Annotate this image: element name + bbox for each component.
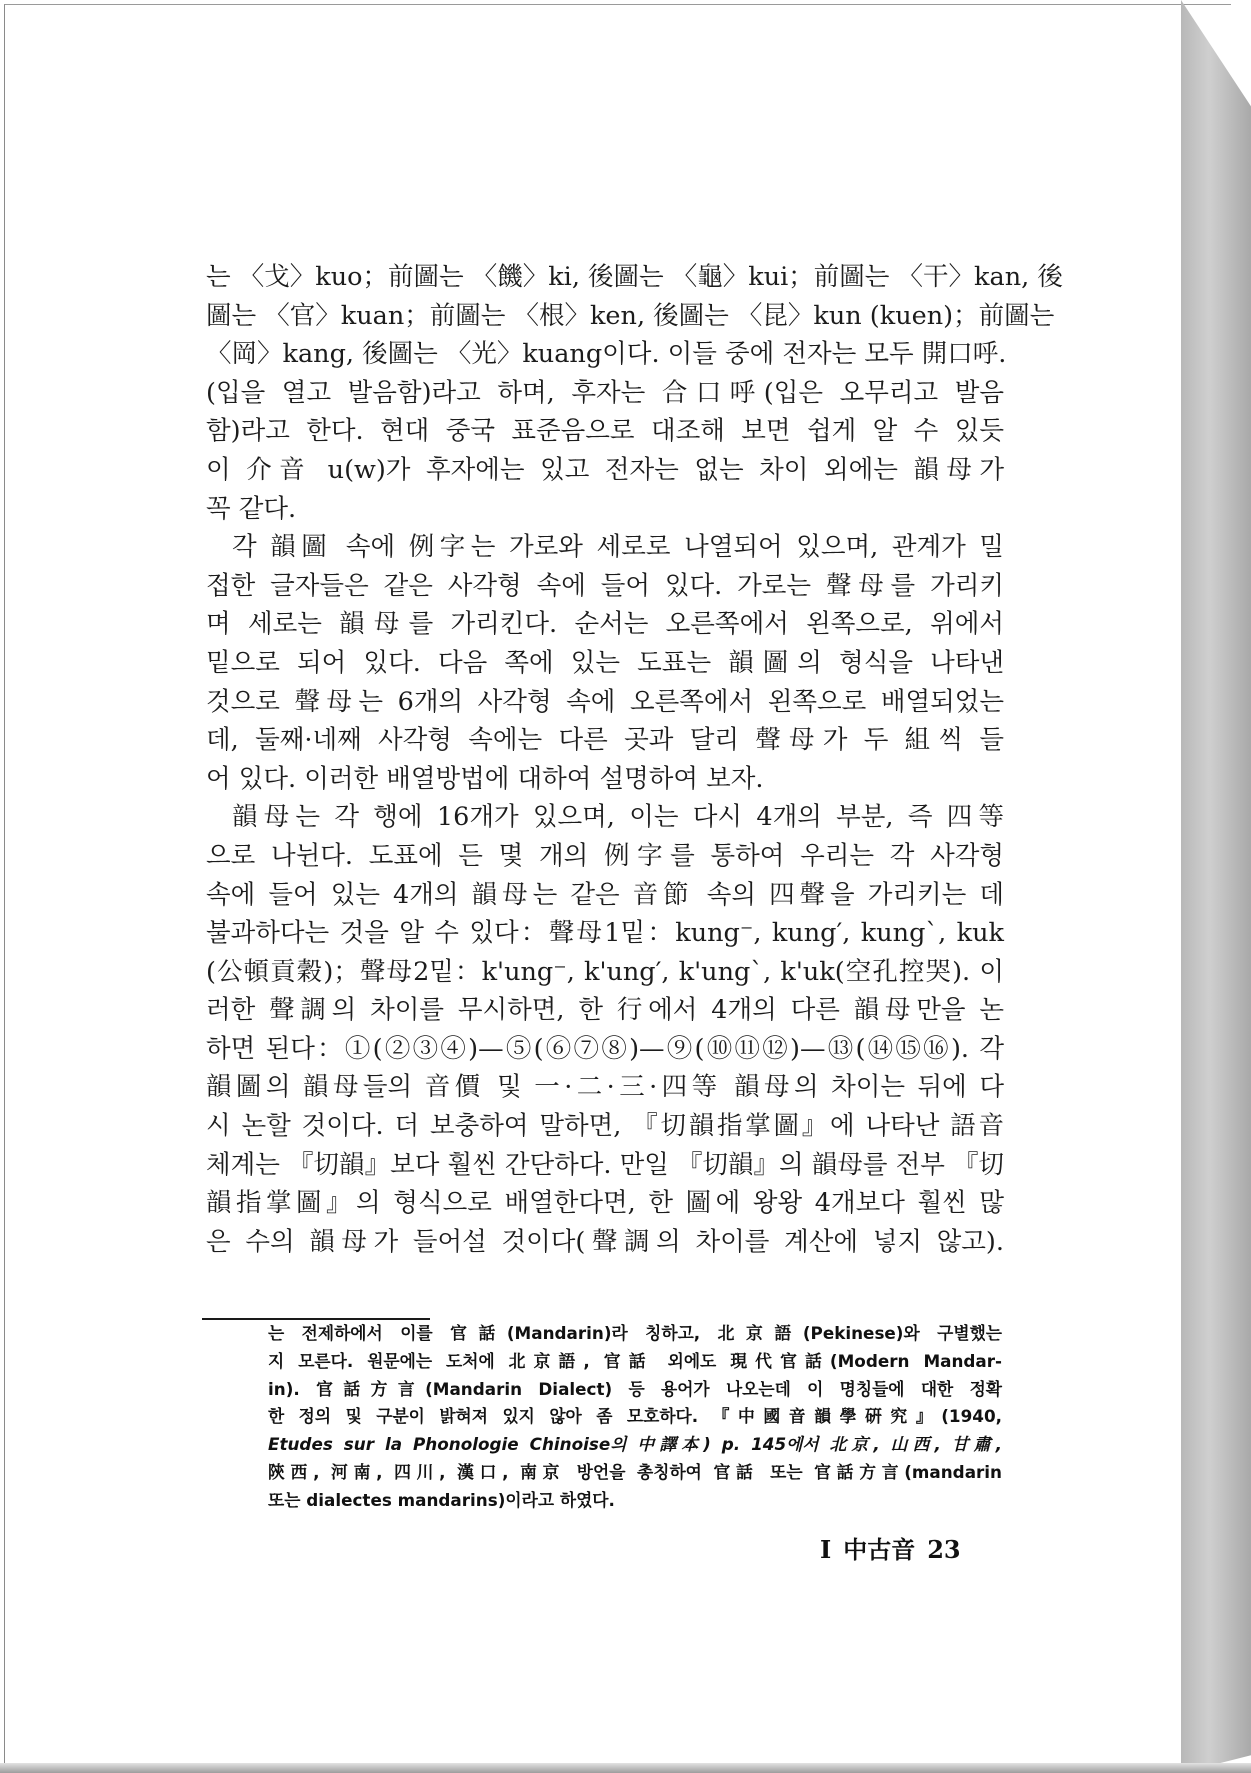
body-line: 밑으로 되어 있다. 다음 쪽에 있는 도표는 韻圖의 형식을 나타낸 bbox=[206, 647, 1004, 678]
page-footer bbox=[820, 1530, 980, 1565]
body-line: 으로 나뉜다. 도표에 든 몇 개의 例字를 통하여 우리는 각 사각형 bbox=[206, 840, 1004, 871]
body-line: 것으로 聲母는 6개의 사각형 속에 오른쪽에서 왼쪽으로 배열되었는 bbox=[206, 686, 1004, 717]
body-line: 체계는 『切韻』보다 훨씬 간단하다. 만일 『切韻』의 韻母를 전부 『切 bbox=[206, 1149, 1004, 1180]
body-line: (입을 열고 발음함)라고 하며, 후자는 合口呼(입은 오무리고 발음 bbox=[206, 377, 1004, 408]
body-line: 며 세로는 韻母를 가리킨다. 순서는 오른쪽에서 왼쪽으로, 위에서 bbox=[206, 609, 1004, 640]
body-line: 시 논할 것이다. 더 보충하여 말하면, 『切韻指掌圖』에 나타난 語音 bbox=[206, 1111, 1004, 1142]
body-line: 불과하다는 것을 알 수 있다：聲母1밑：kung⁻, kung′, kung`, kuk bbox=[206, 918, 1004, 949]
footnote-line: 한 정의 및 구분이 밝혀져 있지 않아 좀 모호하다. 『中國音韻學硏究』(1940, bbox=[268, 1406, 1002, 1427]
body-line: 圖는 〈官〉kuan；前圖는 〈根〉ken, 後圖는 〈昆〉kun (kuen)；前圖는 bbox=[206, 300, 1055, 331]
chapter-title: 中古音 bbox=[843, 1535, 916, 1564]
body-line: 꼭 같다. bbox=[206, 493, 297, 524]
body-line: 는 〈戈〉kuo；前圖는 〈饑〉ki, 後圖는 〈龜〉kui；前圖는 〈干〉kan, 後 bbox=[206, 262, 1063, 292]
body-line: 韻圖의 韻母들의 音價 및 一·二·三·四等 韻母의 차이는 뒤에 다 bbox=[206, 1072, 1004, 1103]
body-line: 韻指掌圖』의 형식으로 배열한다면, 한 圖에 왕왕 4개보다 훨씬 많 bbox=[206, 1188, 1004, 1219]
footnote-line: in). 官話方言(Mandarin Dialect) 등 용어가 나오는데 이 명칭들에 대한 정확 bbox=[268, 1378, 1002, 1399]
footnote-line: 는 전제하에서 이를 官話(Mandarin)라 칭하고, 北京語(Pekinese)와 구별했는 bbox=[268, 1323, 1002, 1343]
footnote-line: 陝西, 河南, 四川, 漢口, 南京 방언을 총칭하여 官話 또는 官話方言(mandarin bbox=[268, 1461, 1002, 1482]
body-line: 속에 들어 있는 4개의 韻母는 같은 音節 속의 四聲을 가리키는 데 bbox=[206, 879, 1004, 910]
page-edge-right bbox=[1181, 0, 1251, 1773]
body-line: 韻母는 각 행에 16개가 있으며, 이는 다시 4개의 부분, 즉 四等 bbox=[232, 802, 1004, 833]
body-line: (公頓貢穀)；聲母2밑：k'ung⁻, k'ung′, k'ung`, k'uk(空孔控哭). 이 bbox=[206, 956, 1004, 987]
body-line: 데, 둘째·네째 사각형 속에는 다른 곳과 달리 聲母가 두 組씩 들 bbox=[206, 725, 1004, 756]
footnote-line: 지 모른다. 원문에는 도처에 北京語, 官話 외에도 現代官話(Modern Mandar- bbox=[268, 1350, 1002, 1371]
body-text bbox=[206, 258, 1063, 1261]
page-number: 23 bbox=[927, 1535, 961, 1564]
footnote bbox=[268, 1320, 1002, 1515]
footnote-line: Etudes sur la Phonologie Chinoise의 中譯本) p. 145에서 北京, 山西, 甘肅, bbox=[268, 1434, 1002, 1455]
body-line: 은 수의 韻母가 들어설 것이다(聲調의 차이를 계산에 넣지 않고). bbox=[206, 1226, 1004, 1257]
body-line: 〈岡〉kang, 後圖는 〈光〉kuang이다. 이들 중에 전자는 모두 開口呼. bbox=[206, 339, 1007, 370]
body-line: 하면 된다：①(②③④)—⑤(⑥⑦⑧)—⑨(⑩⑪⑫)—⑬(⑭⑮⑯). 각 bbox=[206, 1033, 1004, 1064]
body-line: 함)라고 한다. 현대 중국 표준음으로 대조해 보면 쉽게 알 수 있듯 bbox=[206, 416, 1004, 447]
footnote-line: 또는 dialectes mandarins)이라고 하였다. bbox=[268, 1489, 615, 1510]
body-line: 어 있다. 이러한 배열방법에 대하여 설명하여 보자. bbox=[206, 763, 764, 794]
body-line: 이 介音 u(w)가 후자에는 있고 전자는 없는 차이 외에는 韻母가 bbox=[206, 454, 1004, 485]
chapter-number: I bbox=[820, 1535, 832, 1564]
body-line: 접한 글자들은 같은 사각형 속에 들어 있다. 가로는 聲母를 가리키 bbox=[206, 570, 1004, 601]
page-edge-bottom bbox=[0, 1763, 1251, 1773]
body-line: 각 韻圖 속에 例字는 가로와 세로로 나열되어 있으며, 관계가 밀 bbox=[232, 532, 1004, 563]
body-line: 러한 聲調의 차이를 무시하면, 한 行에서 4개의 다른 韻母만을 논 bbox=[206, 995, 1004, 1026]
